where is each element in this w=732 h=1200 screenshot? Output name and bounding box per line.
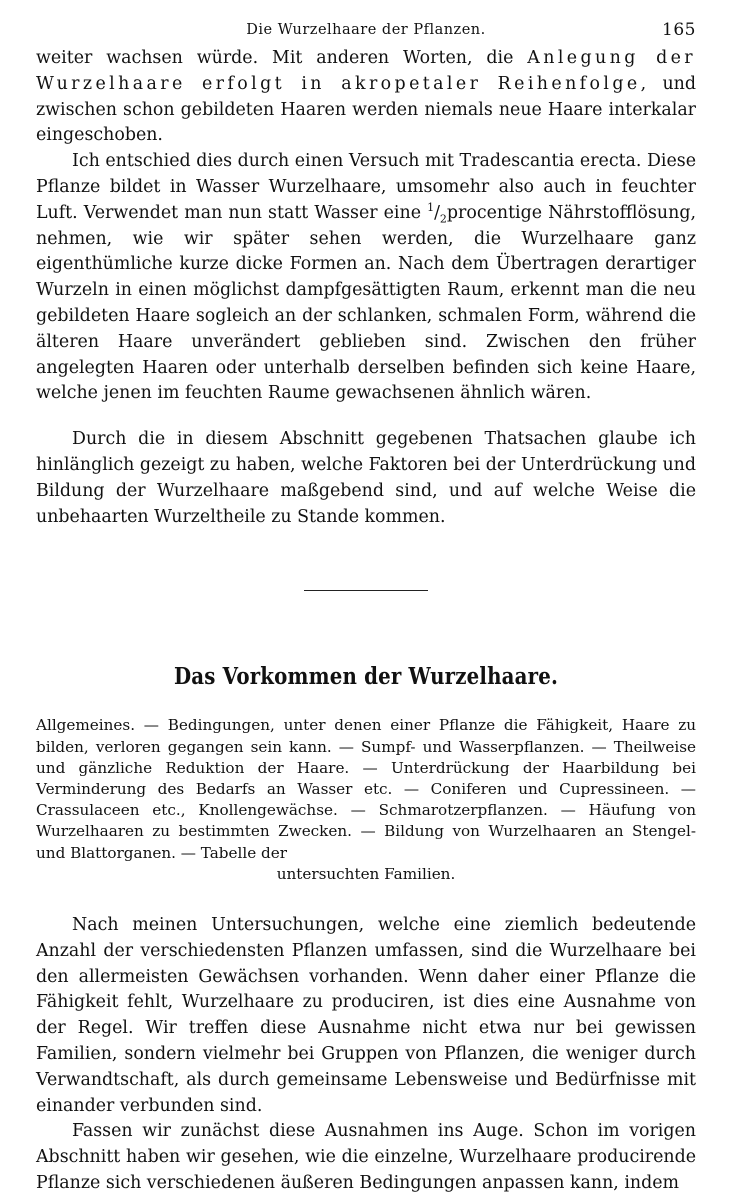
running-head	[36, 20, 696, 46]
paragraph-experiment: Ich entschied dies durch einen Versuch mit Tradescantia erecta. Diese Pflanze bildet in Wasser Wurzelhaare, umsomehr also auch in feuchter Luft. Verwendet man nun statt Wasser eine $^1/_2procentige$ Nährstofflösung, nehmen, wie wir später sehen werden, die Wurzelhaare ganz eigenthümliche kurze dicke Formen an. Nach dem Übertragen derartiger Wurzeln in einen möglichst dampfgesättigten Raum, erkennt man die neu gebildeten Haare sogleich an der schlanken, schmalen Form, während die älteren Haare unverändert geblieben sind. Zwischen den früher angelegten Haaren oder unterhalb derselben befinden sich keine Haare, welche jenen im feuchten Raume gewachsenen ähnlich wären.	[36, 151, 696, 404]
text-run: Ich entschied dies durch einen Versuch mit Tradescantia erecta. Diese Pflanze bildet in Wasser Wurzelhaare, umsomehr also auch in feuchter Luft. Verwendet man nun statt Wasser eine	[36, 151, 696, 223]
text-run: procentige Nährstofflösung, nehmen, wie wir später sehen werden, die Wurzelhaare ganz eigenthümliche kurze dicke Formen an. Nach dem Übertragen derartiger Wurzeln in einen möglichst dampfgesättigten Raum, erkennt man die neu gebildeten Haare sogleich an der schlanken, schmalen Form, während die älteren Haare unverändert geblieben sind. Zwischen den früher angelegten Haaren oder unterhalb derselben befinden sich keine Haare, welche jenen im feuchten Raume gewachsenen ähnlich wären.	[36, 202, 696, 404]
book-page	[36, 20, 696, 1197]
fraction-numerator: 1	[427, 200, 435, 214]
paragraph-continuation	[36, 46, 696, 149]
section-divider	[304, 590, 428, 591]
summary-last-line: untersuchten Familien.	[276, 864, 456, 883]
section-summary	[36, 715, 696, 885]
running-title: Die Wurzelhaare der Pflanzen.	[246, 22, 486, 38]
spaced-text: Anlegung der	[527, 48, 697, 68]
text-run: weiter wachsen würde. Mit anderen Worten, die	[36, 48, 528, 68]
paragraph-exceptions: Fassen wir zunächst diese Ausnahmen ins Auge. Schon im vorigen Abschnitt haben wir gesehen, wie die einzelne, Wurzelhaare producirende Pflanze sich verschiedenen äußeren Bedingungen anpassen kann, indem	[36, 1121, 696, 1193]
text-run: und zwischen schon gebildeten Haaren werden niemals neue Haare interkalar eingeschoben.	[36, 73, 697, 146]
spaced-text: Wurzelhaare erfolgt in akropetaler Reihenfolge,	[36, 73, 650, 94]
page-number: 165	[662, 20, 696, 40]
paragraph-conclusion: Durch die in diesem Abschnitt gegebenen Thatsachen glaube ich hinlänglich gezeigt zu haben, welche Faktoren bei der Unterdrückung und Bildung der Wurzelhaare maßgebend sind, und auf welche Weise die unbehaarten Wurzeltheile zu Stande kommen.	[36, 429, 696, 527]
paragraph-intro: Nach meinen Untersuchungen, welche eine ziemlich bedeutende Anzahl der verschiedensten Pflanzen umfassen, sind die Wurzelhaare bei den allermeisten Gewächsen vorhanden. Wenn daher einer Pflanze die Fähigkeit fehlt, Wurzelhaare zu produciren, ist dies eine Ausnahme von der Regel. Wir treffen diese Ausnahme nicht etwa nur bei gewissen Familien, sondern vielmehr bei Gruppen von Pflanzen, die weniger durch Verwandtschaft, als durch gemeinsame Lebensweise und Bedürfnisse mit einander verbunden sind.	[36, 914, 696, 1116]
summary-text: Allgemeines. — Bedingungen, unter denen einer Pflanze die Fähigkeit, Haare zu bilden, verloren gegangen sein kann. — Sumpf- und Wasserpflanzen. — Theilweise und gänzliche Reduktion der Haare. — Unterdrückung der Haarbildung bei Verminderung des Bedarfs an Wasser etc. — Coniferen und Cupressineen. — Crassulaceen etc., Knollengewächse. — Schmarotzerpflanzen. — Häufung von Wurzelhaaren zu bestimmten Zwecken. — Bildung von Wurzelhaaren an Stengel- und Blattorganen. — Tabelle der	[36, 716, 696, 862]
fraction-denominator: 2	[439, 212, 447, 226]
section-title: Das Vorkommen der Wurzelhaare.	[173, 663, 559, 691]
